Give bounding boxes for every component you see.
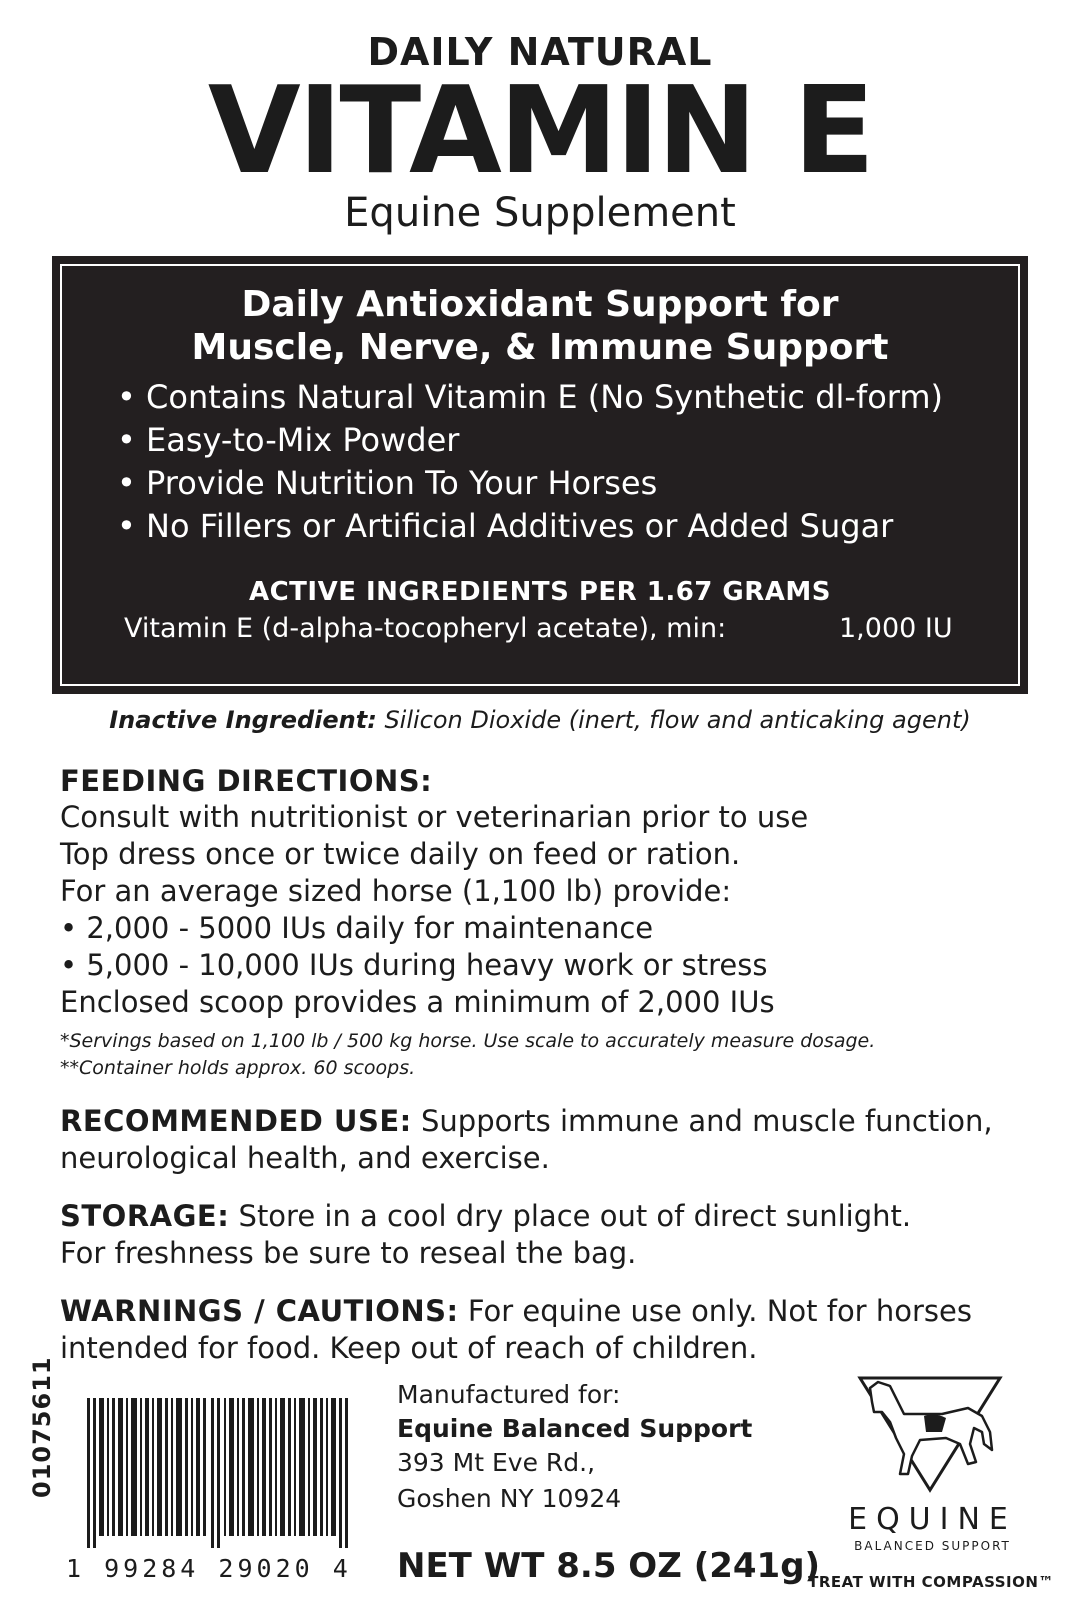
manufacturer-address-line1: 393 Mt Eve Rd., bbox=[397, 1448, 596, 1477]
benefits-panel bbox=[52, 256, 1028, 694]
feeding-footnote: *Servings based on 1,100 lb / 500 kg horse. Use scale to accurately measure dosage. bbox=[60, 1030, 876, 1052]
recommended-use-label: RECOMMENDED USE: bbox=[60, 1104, 412, 1138]
active-ingredient-name: Vitamin E (d-alpha-tocopheryl acetate), min: bbox=[124, 613, 727, 644]
warnings-label: WARNINGS / CAUTIONS: bbox=[60, 1294, 459, 1328]
panel-heading-line2: Muscle, Nerve, & Immune Support bbox=[191, 327, 889, 368]
benefit-bullet: • No Fillers or Artificial Additives or Added Sugar bbox=[117, 507, 894, 545]
feeding-line: Consult with nutritionist or veterinarian prior to use bbox=[60, 800, 809, 834]
product-title: VITAMIN E bbox=[207, 62, 873, 201]
feeding-line: Top dress once or twice daily on feed or ration. bbox=[60, 837, 741, 871]
inactive-ingredient-label: Inactive Ingredient: bbox=[109, 706, 377, 734]
lot-number: 01075611 bbox=[28, 1356, 56, 1498]
panel-heading-line1: Daily Antioxidant Support for bbox=[241, 284, 839, 325]
manufactured-for-label: Manufactured for: bbox=[397, 1380, 621, 1409]
product-eyebrow: DAILY NATURAL bbox=[367, 30, 713, 74]
warnings-text: For equine use only. Not for horses bbox=[458, 1294, 972, 1328]
logo-subtitle: BALANCED SUPPORT bbox=[854, 1539, 1011, 1553]
horse-triangle-icon bbox=[850, 1372, 1010, 1497]
storage-line2: For freshness be sure to reseal the bag. bbox=[60, 1236, 637, 1270]
benefit-bullet: • Provide Nutrition To Your Horses bbox=[117, 464, 658, 502]
feeding-line: • 5,000 - 10,000 IUs during heavy work or stress bbox=[60, 948, 768, 982]
storage-text: Store in a cool dry place out of direct sunlight. bbox=[229, 1199, 912, 1233]
feeding-directions-title: FEEDING DIRECTIONS: bbox=[60, 764, 433, 798]
manufacturer-name: Equine Balanced Support bbox=[397, 1414, 753, 1443]
storage-label: STORAGE: bbox=[60, 1199, 230, 1233]
barcode-number: 1 99284 29020 4 bbox=[66, 1554, 352, 1583]
benefit-bullet: • Contains Natural Vitamin E (No Synthetic dl-form) bbox=[117, 378, 944, 416]
logo-wordmark: EQUINE bbox=[848, 1502, 1017, 1537]
active-ingredients-title: ACTIVE INGREDIENTS PER 1.67 GRAMS bbox=[248, 577, 832, 607]
feeding-line: Enclosed scoop provides a minimum of 2,000 IUs bbox=[60, 985, 775, 1019]
product-subtitle: Equine Supplement bbox=[344, 190, 736, 236]
feeding-line: • 2,000 - 5000 IUs daily for maintenance bbox=[60, 911, 654, 945]
active-ingredient-amount: 1,000 IU bbox=[839, 613, 953, 644]
recommended-use bbox=[60, 1104, 993, 1138]
recommended-use-text: Supports immune and muscle function, bbox=[411, 1104, 993, 1138]
net-weight: NET WT 8.5 OZ (241g) bbox=[397, 1546, 821, 1586]
feeding-footnote: **Container holds approx. 60 scoops. bbox=[60, 1057, 416, 1079]
warnings-line2: intended for food. Keep out of reach of children. bbox=[60, 1331, 758, 1365]
recommended-use-line2: neurological health, and exercise. bbox=[60, 1141, 550, 1175]
feeding-line: For an average sized horse (1,100 lb) provide: bbox=[60, 874, 732, 908]
inactive-ingredient bbox=[0, 706, 1080, 734]
benefit-bullet: • Easy-to-Mix Powder bbox=[117, 421, 460, 459]
manufacturer-address-line2: Goshen NY 10924 bbox=[397, 1484, 622, 1513]
storage bbox=[60, 1199, 911, 1233]
warnings bbox=[60, 1294, 972, 1328]
inactive-ingredient-text: Silicon Dioxide (inert, flow and anticaking agent) bbox=[376, 706, 971, 734]
barcode-graphic bbox=[87, 1398, 357, 1548]
logo-tagline: TREAT WITH COMPASSION™ bbox=[808, 1573, 1054, 1591]
benefits-panel-border bbox=[60, 264, 1020, 686]
